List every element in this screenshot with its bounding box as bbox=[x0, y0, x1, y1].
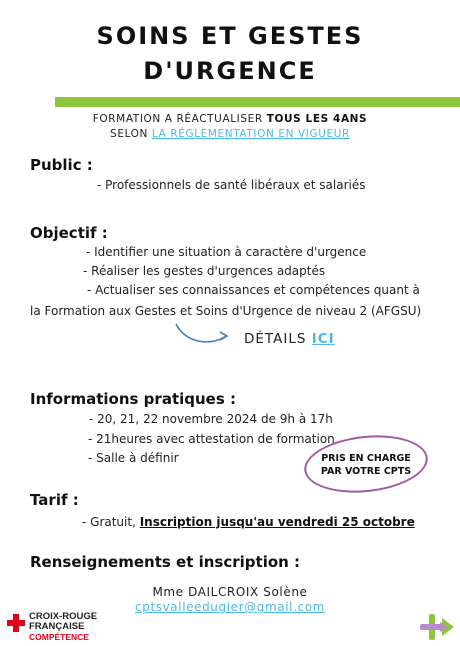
contact-name: Mme DAILCROIX Solène bbox=[152, 585, 308, 599]
public-item: - Professionnels de santé libéraux et salariés bbox=[97, 178, 366, 192]
regulation-link[interactable]: LA RÉGLEMENTATION EN VIGUEUR bbox=[151, 128, 350, 140]
red-cross-icon bbox=[7, 614, 25, 632]
details-label: DÉTAILS bbox=[244, 331, 312, 347]
logo-line-2: FRANÇAISE bbox=[29, 621, 85, 632]
subtitle-line-1 bbox=[0, 113, 460, 125]
objectif-item: - Réaliser les gestes d'urgences adaptés bbox=[83, 264, 326, 278]
objectif-item: - Identifier une situation à caractère d'urgence bbox=[86, 245, 367, 259]
tarif-prefix: - Gratuit, bbox=[82, 515, 140, 529]
subtitle-prefix: FORMATION A RÉACTUALISER bbox=[92, 113, 267, 125]
tarif-line bbox=[82, 515, 415, 529]
logo-line-3: COMPÉTENCE bbox=[29, 632, 89, 642]
contact-heading: Renseignements et inscription : bbox=[30, 553, 301, 571]
tarif-heading: Tarif : bbox=[30, 491, 79, 509]
contact-email[interactable]: cptsvalleedugier@gmail.com bbox=[135, 600, 325, 614]
infos-item: - 20, 21, 22 novembre 2024 de 9h à 17h bbox=[89, 412, 333, 426]
infos-heading: Informations pratiques : bbox=[30, 390, 236, 408]
infos-item: - 21heures avec attestation de formation bbox=[88, 432, 335, 446]
infos-item: - Salle à définir bbox=[88, 451, 179, 465]
objectif-continuation: la Formation aux Gestes et Soins d'Urgence de niveau 2 (AFGSU) bbox=[30, 304, 422, 318]
subtitle-bold: TOUS LES 4ANS bbox=[266, 113, 368, 125]
subtitle-selon: SELON bbox=[110, 128, 152, 140]
subtitle-line-2 bbox=[0, 128, 460, 140]
cpts-badge-text bbox=[304, 452, 428, 478]
page-title-line-2: D'URGENCE bbox=[143, 57, 317, 85]
badge-line-1: PRIS EN CHARGE bbox=[321, 453, 411, 464]
badge-line-2: PAR VOTRE CPTS bbox=[320, 466, 412, 477]
details-line bbox=[244, 331, 335, 347]
cpts-logo-icon bbox=[418, 612, 456, 642]
tarif-deadline: Inscription jusqu'au vendredi 25 octobre bbox=[139, 515, 415, 529]
page-title-line-1: SOINS ET GESTES bbox=[96, 22, 364, 50]
curved-arrow-icon bbox=[172, 318, 232, 348]
logo-line-1: CROIX-ROUGE bbox=[29, 611, 98, 622]
public-heading: Public : bbox=[30, 156, 93, 174]
details-link[interactable]: ICI bbox=[311, 331, 335, 347]
title-underline-bar bbox=[55, 97, 460, 107]
objectif-item: - Actualiser ses connaissances et compétences quant à bbox=[87, 283, 420, 297]
objectif-heading: Objectif : bbox=[30, 224, 108, 242]
croix-rouge-logo-text bbox=[29, 612, 97, 642]
